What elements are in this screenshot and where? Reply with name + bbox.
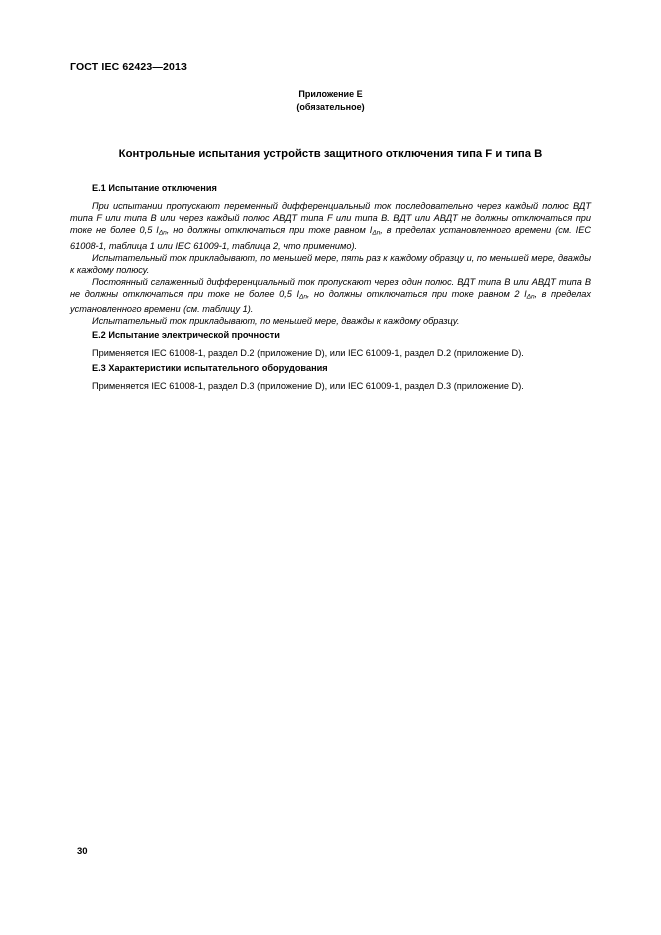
paragraph-3-sub-2: Δn (526, 293, 535, 301)
paragraph-3 (70, 276, 591, 316)
annex-label: Приложение E (298, 89, 363, 99)
standard-header: ГОСТ IEC 62423—2013 (70, 61, 187, 73)
section-heading-e2: E.2 Испытание электрической прочности (92, 330, 280, 340)
paragraph-3-seg-1: Постоянный сглаженный дифференциальный ток пропускают через один полюс. ВДТ типа B или АВДТ типа B не должны отключаться при токе не более 0,5 I (70, 276, 591, 299)
section-heading-e1: E.1 Испытание отключения (92, 183, 217, 193)
section-e2-body: Применяется IEC 61008-1, раздел D.2 (приложение D), или IEC 61009-1, раздел D.2 (приложение D). (92, 348, 524, 358)
paragraph-1 (70, 200, 591, 252)
section-e3-body: Применяется IEC 61008-1, раздел D.3 (приложение D), или IEC 61009-1, раздел D.3 (приложение D). (92, 381, 524, 391)
annex-status: (обязательное) (296, 102, 365, 112)
paragraph-1-sub-1: Δn (158, 229, 167, 237)
page-number: 30 (77, 846, 88, 857)
page-title: Контрольные испытания устройств защитного отключения типа F и типа B (118, 148, 543, 160)
paragraph-2: Испытательный ток прикладывают, по меньшей мере, пять раз к каждому образцу и, по меньшей мере, дважды к каждому полюсу. (70, 252, 591, 275)
paragraph-3-sub-1: Δn (299, 293, 307, 301)
paragraph-1-seg-3: , в пределах установленного времени (см. IEC 61008-1, таблица 1 или IEC 61009-1, таблица 2, что применимо). (70, 225, 591, 251)
paragraph-1-seg-2: , но должны отключаться при токе равном I (166, 225, 373, 236)
paragraph-3-seg-2: , но должны отключаться при токе равном 2 I (306, 288, 527, 299)
section-e1-body (70, 200, 591, 327)
annex-designation (70, 88, 591, 114)
paragraph-1-sub-2: Δn (372, 229, 381, 237)
paragraph-3-seg-3: , в пределах установленного времени (см. таблицу 1). (70, 288, 591, 315)
paragraph-1-seg-1: При испытании пропускают переменный дифференциальный ток последовательно через каждый полюс ВДТ типа F или типа B или через каждый полюс АВДТ типа F или типа B. ВДТ или АВДТ не должны отключаться при токе не более 0,5 I (70, 201, 591, 236)
section-heading-e3: E.3 Характеристики испытательного оборудования (92, 363, 328, 373)
paragraph-4: Испытательный ток прикладывают, по меньшей мере, дважды к каждому образцу. (92, 316, 460, 327)
